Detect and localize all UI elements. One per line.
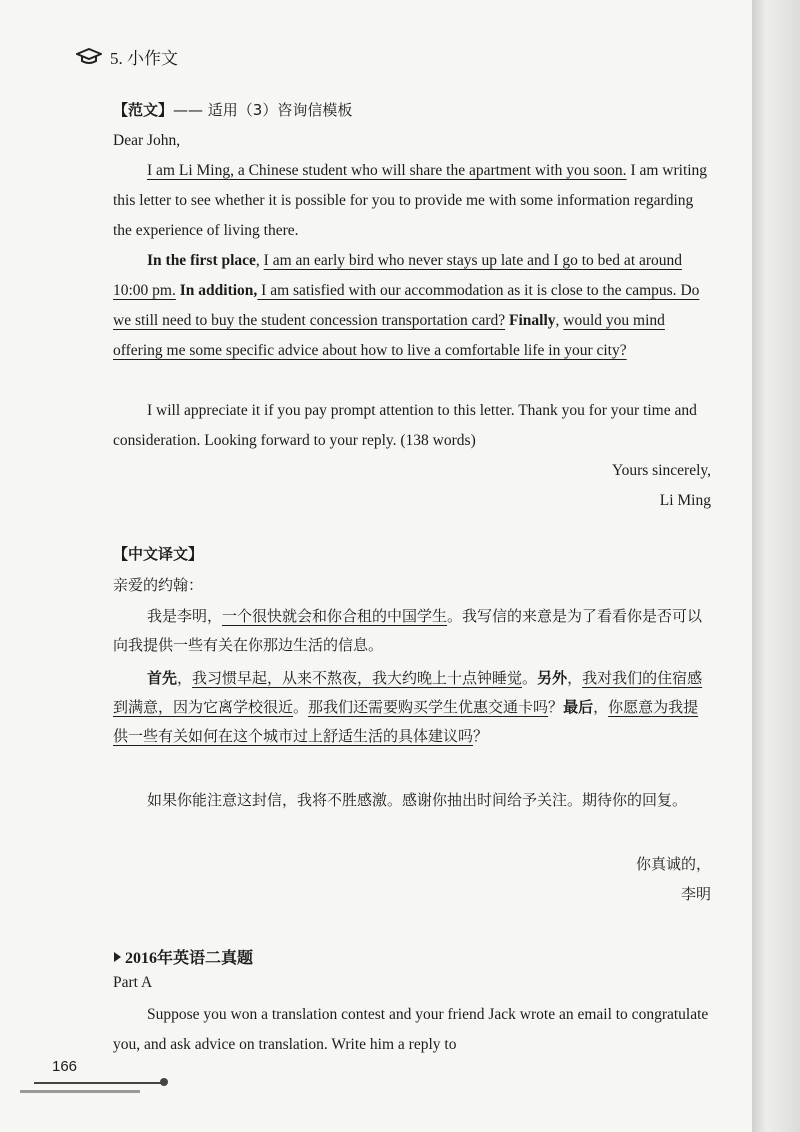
footer-rule (34, 1082, 164, 1084)
translation-signature-text: 李明 (680, 885, 711, 903)
p2-u3: Do we still need to buy the student concession transportation card? (113, 282, 700, 329)
tp2-b1: 首先 (147, 669, 178, 687)
sample-label-line (113, 96, 711, 126)
exam-part (113, 968, 711, 998)
tp2-t4: 。 (293, 698, 309, 716)
translation-salutation-text: 亲爱的约翰： (113, 576, 204, 594)
triangle-bullet-icon (114, 952, 121, 962)
header-title: 5. 小作文 (110, 49, 178, 68)
p2-finally: Finally (505, 312, 556, 329)
sample-template-title: —— 适用（3）咨询信模板 (173, 101, 353, 119)
translation-label: 【中文译文】 (113, 545, 204, 563)
tp2-u1: 我习惯早起，从来不熬夜，我大约晚上十点钟睡觉 (192, 669, 523, 687)
p1-text: I am writing this letter to see whether it is possible for you to provide me with some information regarding the experience of living there. (113, 162, 708, 239)
p2-first-place: In the first place (147, 252, 256, 269)
tp1-t1: 我是李明， (147, 607, 223, 625)
signature (113, 486, 711, 516)
signature-text: Li Ming (659, 492, 711, 509)
tp2-u3: 那我们还需要购买学生优惠交通卡吗 (308, 698, 549, 716)
page-number: 166 (52, 1058, 78, 1075)
p2-u2: I am satisfied with our accommodation as it is close to the campus. (257, 282, 677, 299)
sample-label: 【范文】 (113, 101, 174, 119)
translation-label-line (113, 540, 711, 569)
letter-paragraph-1 (113, 156, 711, 246)
footer-dot (160, 1078, 168, 1086)
exam-title-text: 2016年英语二真题 (125, 950, 254, 967)
closing (113, 456, 711, 486)
closing-text: Yours sincerely, (611, 462, 711, 479)
section-header (76, 44, 178, 69)
translation-closing-text: 你真诚的， (635, 855, 711, 873)
tp1-u1: 一个很快就会和你合租的中国学生 (222, 607, 448, 625)
translation-closing (113, 850, 711, 879)
graduation-cap-icon (76, 48, 102, 66)
tp2-t1: ， (177, 669, 193, 687)
tp2-t2: 。 (522, 669, 538, 687)
translation-salutation (113, 571, 711, 600)
p2-u4: would you mind offering me some specific advice about how to live a comfortable life in your city? (113, 312, 665, 359)
page-gutter-shadow (752, 0, 800, 1132)
exam-part-text: Part A (113, 974, 153, 991)
tp2-b2: 另外 (537, 669, 568, 687)
tp2-t6: ， (593, 698, 609, 716)
translation-signature (113, 880, 711, 909)
p2-comma: , (255, 252, 264, 269)
letter-paragraph-3 (113, 396, 711, 456)
exam-section-title (114, 945, 253, 968)
tp2-u4: 你愿意为我提供一些有关如何在这个城市过上舒适生活的具体建议吗 (113, 698, 699, 745)
tp2-t3: ， (567, 669, 583, 687)
p2-comma-2: , (555, 312, 564, 329)
translation-paragraph-1 (113, 602, 711, 660)
tp1-t2: 。我写信的来意是为了看看你是否可以向我提供一些有关在你那边生活的信息。 (113, 607, 703, 654)
p1-underlined: I am Li Ming, a Chinese student who will share the apartment with you soon. (147, 162, 627, 179)
letter-paragraph-2 (113, 246, 711, 366)
tp2-b3: 最后 (563, 698, 594, 716)
tp3-text: 如果你能注意这封信，我将不胜感激。感谢你抽出时间给予关注。期待你的回复。 (147, 791, 688, 809)
p2-in-addition: In addition, (175, 282, 258, 299)
exam-prompt (113, 1000, 711, 1060)
translation-paragraph-2 (113, 664, 711, 751)
p2-u1: I am an early bird who never stays up late and I go to bed at around 10:00 pm. (113, 252, 683, 299)
p3-text: I will appreciate it if you pay prompt attention to this letter. Thank you for your time and consideration. Looking forward to your reply. (138 words) (113, 402, 697, 449)
salutation (113, 126, 711, 156)
exam-prompt-text: Suppose you won a translation contest and your friend Jack wrote an email to congratulate you, and ask advice on translation. Write him a reply to (113, 1006, 709, 1053)
tp2-t7: ？ (473, 727, 489, 745)
tp2-u2: 我对我们的住宿感到满意，因为它离学校很近 (113, 669, 703, 716)
footer-bar (20, 1090, 140, 1093)
translation-paragraph-3 (113, 786, 711, 815)
tp2-t5: ？ (548, 698, 564, 716)
salutation-text: Dear John, (113, 132, 181, 149)
